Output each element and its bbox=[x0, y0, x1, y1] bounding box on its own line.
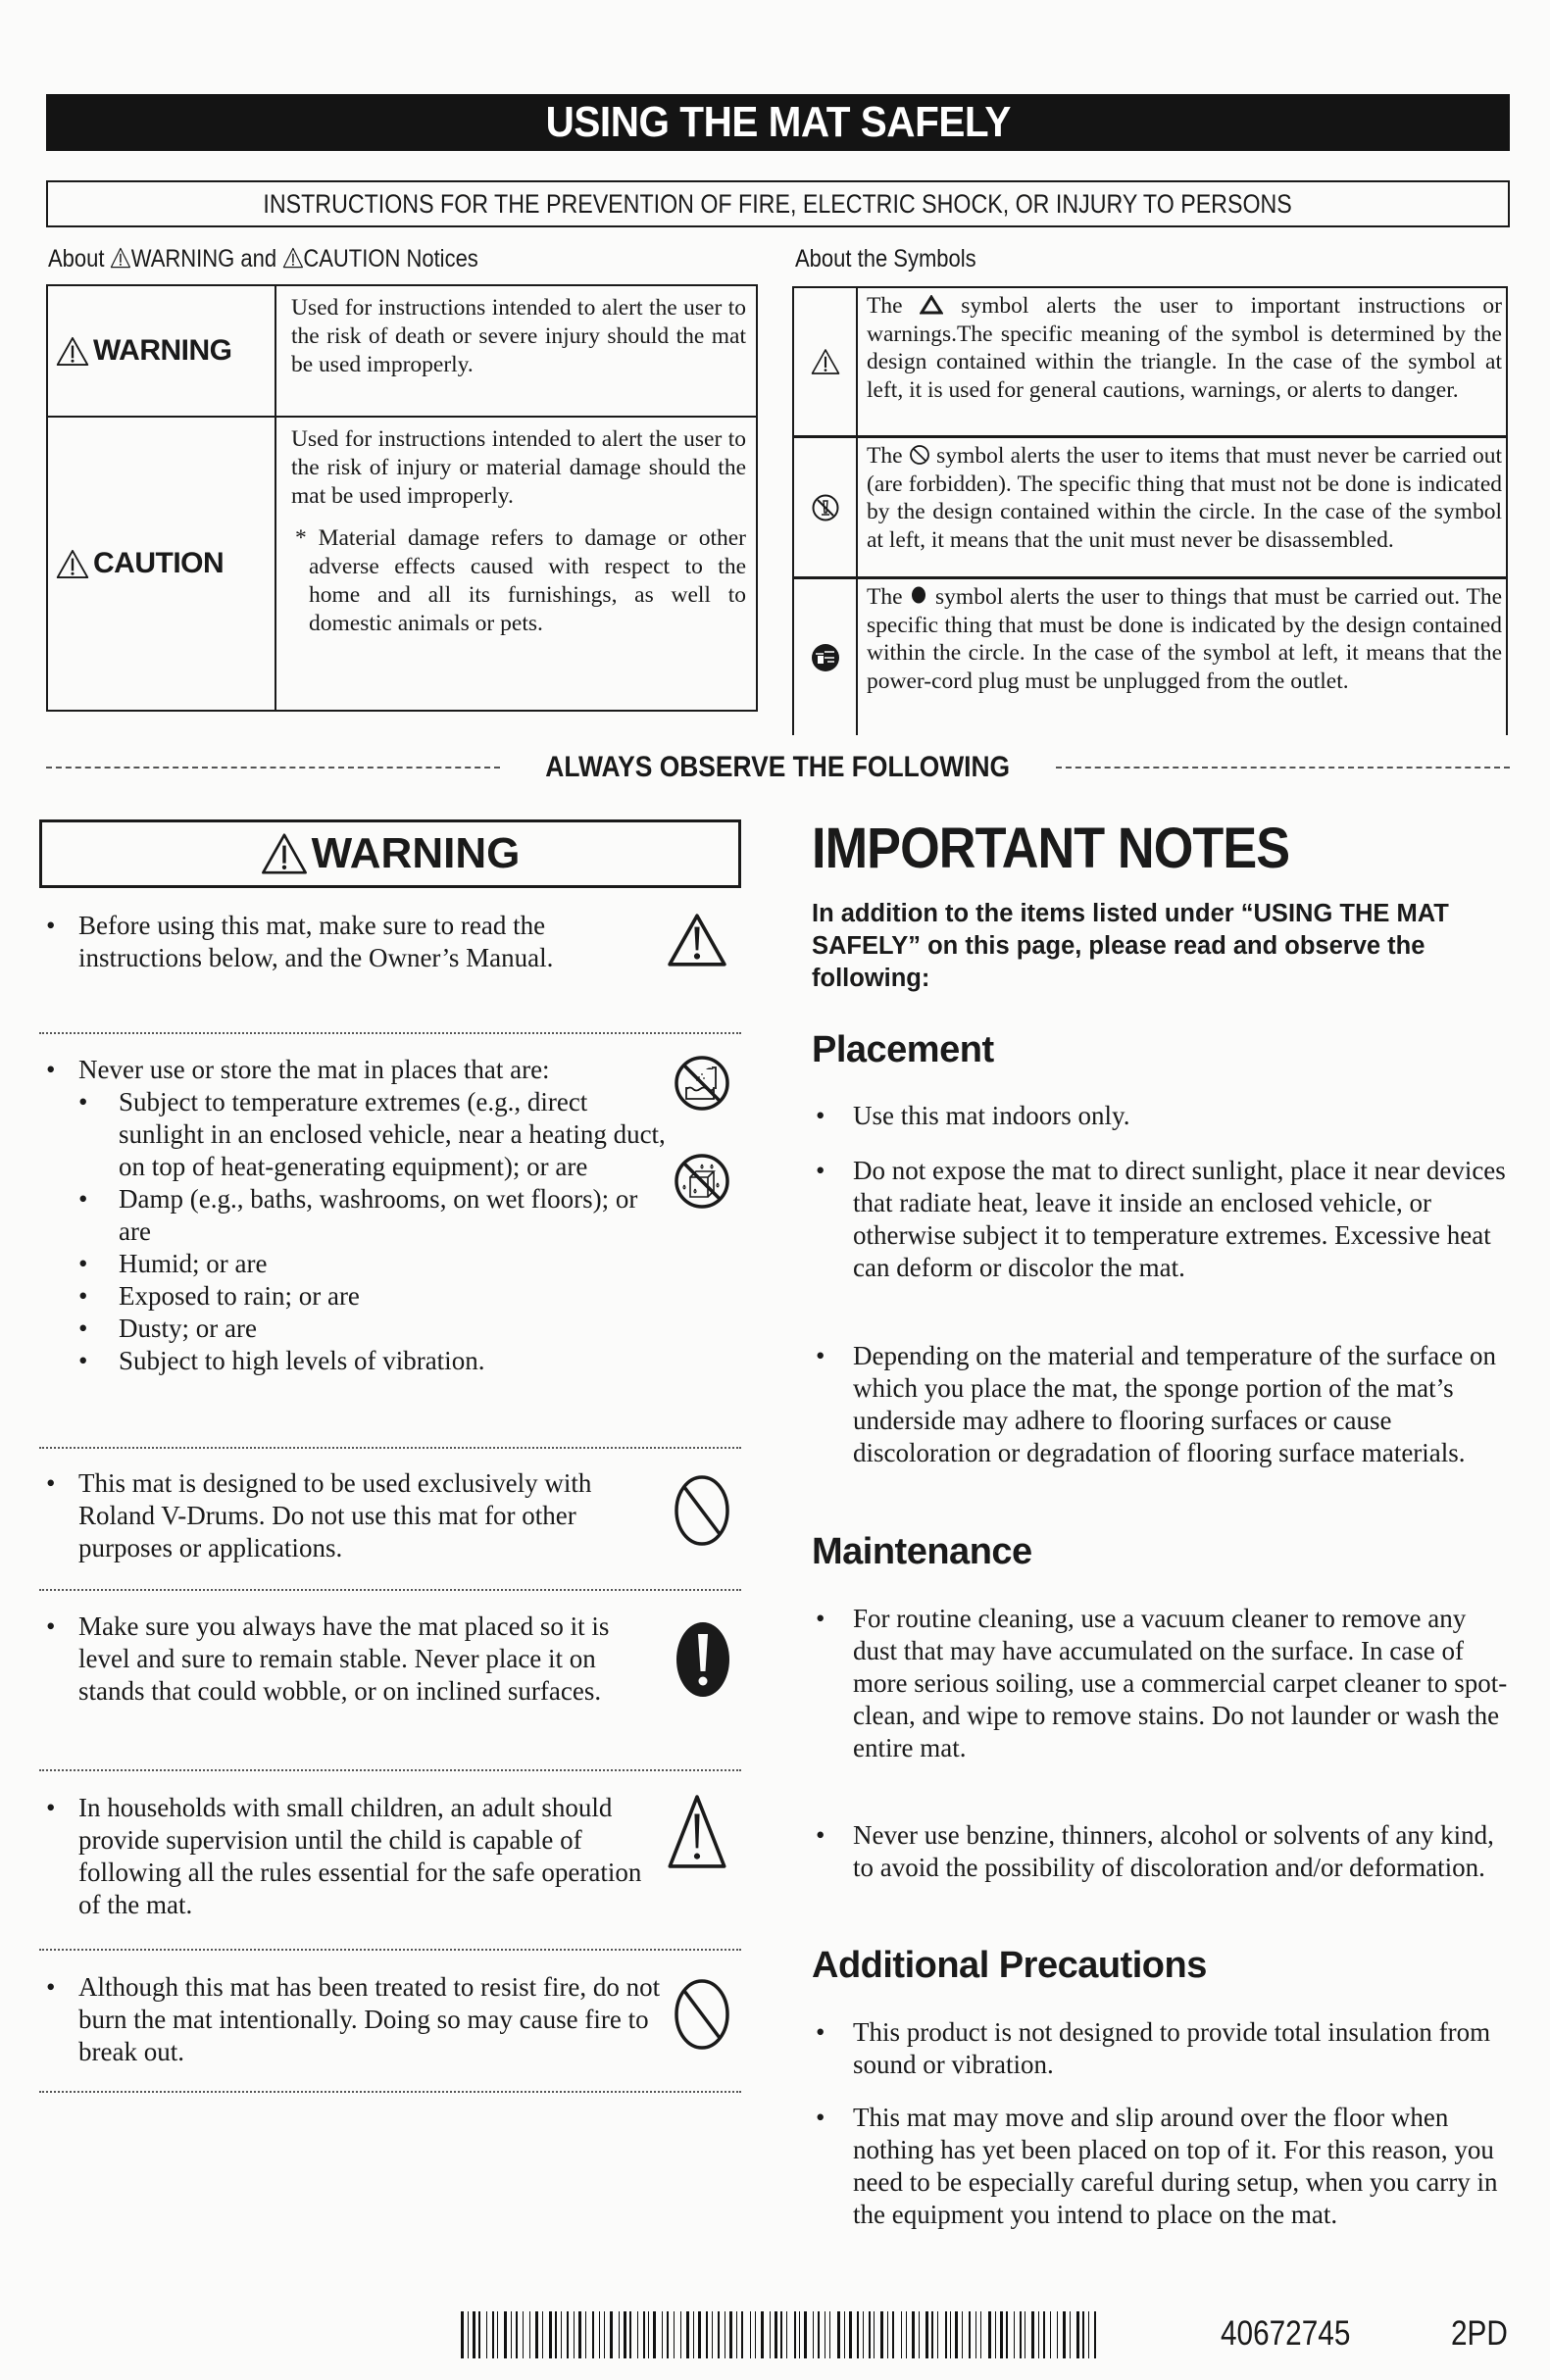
note-item: • This product is not designed to provide total insulation from sound or vibration. bbox=[853, 2016, 1515, 2081]
barcode-bar bbox=[610, 2311, 613, 2358]
dotted-divider bbox=[39, 1589, 741, 1591]
warning-triangle-icon bbox=[667, 1794, 727, 1870]
warning-triangle-icon bbox=[56, 549, 89, 579]
warning-triangle-icon bbox=[667, 912, 727, 968]
barcode-bar bbox=[473, 2311, 475, 2358]
barcode-bar bbox=[786, 2311, 787, 2358]
barcode-bar bbox=[837, 2311, 840, 2358]
barcode-bar bbox=[478, 2311, 480, 2358]
barcode-bar bbox=[574, 2311, 575, 2358]
section-heading-maintenance: Maintenance bbox=[812, 1531, 1032, 1572]
barcode-bar bbox=[1038, 2311, 1039, 2358]
barcode-bar bbox=[718, 2311, 720, 2358]
warning-item-text: • Never use or store the mat in places that are: bbox=[78, 1055, 550, 1084]
warning-item-text: • Make sure you always have the mat placed so it is level and sure to remain stable. Never place it on stands that could wobble, or on inclined surfaces. bbox=[78, 1611, 667, 1708]
warning-item-text: • In households with small children, an adult should provide supervision until the child is capable of following all the rules essential for the safe operation of the mat. bbox=[78, 1792, 667, 1921]
warning-item bbox=[39, 1792, 741, 1929]
barcode-bar bbox=[1043, 2311, 1045, 2358]
page-subtitle: INSTRUCTIONS FOR THE PREVENTION OF FIRE, ELECTRIC SHOCK, OR INJURY TO PERSONS bbox=[263, 188, 1293, 219]
barcode-bar bbox=[468, 2311, 469, 2358]
section-heading-placement: Placement bbox=[812, 1029, 994, 1070]
prohibition-icon bbox=[673, 1471, 731, 1550]
barcode-bar bbox=[578, 2311, 581, 2358]
barcode-bar bbox=[549, 2311, 552, 2358]
unplug-power-cord-icon bbox=[810, 642, 841, 673]
barcode-bar bbox=[804, 2311, 807, 2358]
barcode-bar bbox=[874, 2311, 875, 2358]
barcode-bar bbox=[561, 2311, 562, 2358]
warning-sublist bbox=[78, 1086, 667, 1377]
barcode-bar bbox=[461, 2311, 464, 2358]
barcode-bar bbox=[901, 2311, 902, 2358]
barcode-bar bbox=[511, 2311, 512, 2358]
barcode-bar bbox=[1063, 2311, 1066, 2358]
barcode-bar bbox=[1082, 2311, 1084, 2358]
barcode-bar bbox=[1088, 2311, 1089, 2358]
barcode-bar bbox=[504, 2311, 507, 2358]
barcode-bar bbox=[567, 2311, 569, 2358]
barcode-bar bbox=[750, 2311, 751, 2358]
notices-table bbox=[46, 284, 758, 712]
warning-item bbox=[39, 1054, 741, 1416]
prohibition-icon bbox=[673, 1975, 731, 2054]
barcode-bar bbox=[637, 2311, 638, 2358]
barcode-bar bbox=[599, 2311, 600, 2358]
symbol-text-after: symbol alerts the user to items that must never be carried out (are forbidden). The specific thing that must not be done is indicated by the design contained within the circle. In the case of the symbol at left, it means that the unit must never be disassembled. bbox=[867, 443, 1503, 553]
dotted-divider bbox=[39, 1949, 741, 1951]
barcode-bar bbox=[1076, 2311, 1079, 2358]
warning-triangle-icon bbox=[56, 336, 89, 367]
warning-subitem: • Dusty; or are bbox=[78, 1313, 667, 1345]
barcode-bar bbox=[523, 2311, 524, 2358]
page-title: USING THE MAT SAFELY bbox=[545, 98, 1011, 146]
notice-text-caution-wrap bbox=[291, 425, 746, 638]
label-warning: WARNING bbox=[130, 245, 235, 273]
barcode-bar bbox=[535, 2311, 538, 2358]
symbol-text-before: The bbox=[867, 293, 903, 319]
barcode-bar bbox=[988, 2311, 991, 2358]
symbol-icon-cell bbox=[794, 288, 858, 435]
warning-triangle-icon bbox=[811, 348, 840, 375]
barcode-bar bbox=[492, 2311, 494, 2358]
warning-item-text-wrap bbox=[78, 1054, 667, 1377]
barcode-bar bbox=[542, 2311, 543, 2358]
barcode-bar bbox=[497, 2311, 498, 2358]
warning-triangle-icon bbox=[261, 832, 308, 875]
barcode-bar bbox=[780, 2311, 782, 2358]
barcode-bar bbox=[648, 2311, 649, 2358]
warning-item bbox=[39, 1971, 741, 2079]
warning-triangle-icon bbox=[111, 247, 131, 269]
barcode-bar bbox=[674, 2311, 675, 2358]
barcode-bar bbox=[912, 2311, 915, 2358]
notice-note-caution: * Material damage refers to damage or other adverse effects caused with respect to the home and all its furnishings, as well to domestic animals or pets. bbox=[295, 525, 746, 636]
barcode-bar bbox=[712, 2311, 713, 2358]
barcode-bar bbox=[729, 2311, 732, 2358]
barcode-bar bbox=[980, 2311, 981, 2358]
barcode-bar bbox=[736, 2311, 737, 2358]
barcode-bar bbox=[592, 2311, 594, 2358]
barcode-bar bbox=[962, 2311, 963, 2358]
always-observe-divider bbox=[46, 748, 1510, 787]
barcode-bar bbox=[653, 2311, 656, 2358]
important-notes-intro: In addition to the items listed under “USING THE MAT SAFELY” on this page, please read and observe the following: bbox=[812, 900, 1449, 992]
barcode-bar bbox=[969, 2311, 971, 2358]
barcode-bar bbox=[555, 2311, 557, 2358]
notice-row-warning bbox=[48, 286, 756, 418]
symbol-text-before: The bbox=[867, 584, 903, 610]
notice-label-text: WARNING bbox=[93, 334, 232, 367]
symbol-text-prohibit bbox=[867, 442, 1502, 554]
barcode-bar bbox=[1000, 2311, 1003, 2358]
dotted-divider bbox=[39, 2091, 741, 2093]
symbol-icon-cell bbox=[794, 438, 858, 576]
symbol-text-before: The bbox=[867, 443, 903, 469]
barcode-bar bbox=[829, 2311, 830, 2358]
barcode-bar bbox=[937, 2311, 938, 2358]
warning-subitem: • Exposed to rain; or are bbox=[78, 1280, 667, 1313]
barcode-bar bbox=[629, 2311, 631, 2358]
symbols-table bbox=[792, 286, 1508, 735]
barcode-bar bbox=[624, 2311, 626, 2358]
warning-item-text: • Before using this mat, make sure to read the instructions below, and the Owner’s Manual. bbox=[78, 910, 667, 974]
barcode-bar bbox=[869, 2311, 871, 2358]
barcode-bar bbox=[1050, 2311, 1051, 2358]
barcode-bar bbox=[844, 2311, 845, 2358]
notice-label-text: CAUTION bbox=[93, 547, 225, 579]
symbol-row-prohibit bbox=[794, 438, 1506, 579]
notice-label-caution bbox=[48, 418, 276, 710]
notice-row-caution bbox=[48, 418, 756, 710]
warning-item bbox=[39, 910, 741, 1008]
label-notices: Notices bbox=[406, 245, 478, 273]
barcode-bar bbox=[931, 2311, 933, 2358]
barcode-bar bbox=[686, 2311, 689, 2358]
barcode-bar bbox=[794, 2311, 796, 2358]
barcode-bar bbox=[662, 2311, 663, 2358]
barcode-bar bbox=[799, 2311, 800, 2358]
barcode-bar bbox=[1070, 2311, 1071, 2358]
barcode-bar bbox=[486, 2311, 487, 2358]
barcode-bar bbox=[863, 2311, 864, 2358]
barcode-bar bbox=[680, 2311, 681, 2358]
warning-heading-box bbox=[39, 819, 741, 888]
warning-subitem: • Humid; or are bbox=[78, 1248, 667, 1280]
note-item: • This mat may move and slip around over the floor when nothing has yet been placed on top of it. For this reason, you need to be especially careful during setup, when you carry in the equipment you intend to place on the mat. bbox=[853, 2102, 1515, 2231]
notices-label bbox=[48, 245, 478, 273]
warning-item-text: • This mat is designed to be used exclusively with Roland V-Drums. Do not use this mat for other purposes or applications. bbox=[78, 1467, 667, 1564]
warning-subitem: • Subject to temperature extremes (e.g., direct sunlight in an enclosed vehicle, near a heating duct, on top of heat-generating equipment); or are bbox=[78, 1086, 667, 1183]
title-bar bbox=[46, 94, 1510, 151]
barcode-bar bbox=[919, 2311, 920, 2358]
warning-item-text: • Although this mat has been treated to resist fire, do not burn the mat intentionally. Doing so may cause fire to break out. bbox=[78, 1971, 667, 2068]
warning-triangle-icon bbox=[282, 247, 303, 269]
do-not-disassemble-icon bbox=[811, 493, 840, 522]
barcode-bar bbox=[880, 2311, 883, 2358]
barcode-bar bbox=[529, 2311, 530, 2358]
label-about: About bbox=[48, 245, 105, 273]
symbol-text-after: symbol alerts the user to important instructions or warnings.The specific meaning of the symbol is determined by the design contained within the triangle. In the case of the symbol at left, it is used for general cautions, warnings, or alerts to danger. bbox=[867, 293, 1502, 403]
barcode-bar bbox=[741, 2311, 743, 2358]
barcode-bar bbox=[1014, 2311, 1015, 2358]
barcode-bar bbox=[857, 2311, 859, 2358]
notice-text-warning: Used for instructions intended to alert the user to the risk of death or severe injury should the mat be used improperly. bbox=[291, 295, 746, 377]
barcode-bar bbox=[925, 2311, 928, 2358]
symbol-text-after: symbol alerts the user to things that must be carried out. The specific thing that must be done is indicated by the design contained within the circle. In the case of the symbol at left, it means that the power-cord plug must be unplugged from the outlet. bbox=[867, 584, 1503, 694]
part-number: 40672745 bbox=[1221, 2314, 1351, 2353]
barcode-bar bbox=[761, 2311, 764, 2358]
symbol-icon-cell bbox=[794, 579, 858, 735]
barcode-bar bbox=[1094, 2311, 1096, 2358]
symbol-text-triangle bbox=[867, 292, 1502, 404]
warning-subitem: • Damp (e.g., baths, washrooms, on wet floors); or are bbox=[78, 1183, 667, 1248]
barcode-bar bbox=[643, 2311, 645, 2358]
barcode-bar bbox=[619, 2311, 620, 2358]
barcode-bar bbox=[1031, 2311, 1034, 2358]
barcode-bar bbox=[1057, 2311, 1058, 2358]
dotted-divider bbox=[39, 1032, 741, 1034]
barcode-bar bbox=[892, 2311, 894, 2358]
dotted-divider bbox=[39, 1769, 741, 1771]
note-item: • For routine cleaning, use a vacuum cleaner to remove any dust that may have accumulated on the surface. In case of more serious soiling, use a commercial carpet cleaner to spot-clean, and wipe to remove stains. Do not launder or wash the entire mat. bbox=[853, 1603, 1515, 1764]
barcode-bar bbox=[995, 2311, 996, 2358]
barcode-bar bbox=[667, 2311, 669, 2358]
no-damp-icon bbox=[673, 1152, 731, 1211]
barcode-bar bbox=[906, 2311, 907, 2358]
warning-item bbox=[39, 1611, 741, 1748]
barcode-bar bbox=[818, 2311, 820, 2358]
mandatory-exclamation-icon bbox=[675, 1620, 731, 1699]
notice-text-caution: Used for instructions intended to alert the user to the risk of injury or material damage should the mat be used improperly. bbox=[291, 426, 746, 509]
dotted-divider bbox=[39, 1447, 741, 1449]
barcode-bar bbox=[887, 2311, 888, 2358]
triangle-icon bbox=[920, 295, 943, 315]
barcode-bar bbox=[585, 2311, 586, 2358]
barcode-bar bbox=[955, 2311, 958, 2358]
barcode-bar bbox=[698, 2311, 701, 2358]
warning-subitem: • Subject to high levels of vibration. bbox=[78, 1345, 667, 1377]
barcode-bar bbox=[813, 2311, 814, 2358]
barcode-bar bbox=[770, 2311, 771, 2358]
filled-circle-icon bbox=[909, 584, 928, 606]
dotted-rule bbox=[1056, 767, 1510, 769]
barcode-bar bbox=[693, 2311, 694, 2358]
barcode-bar bbox=[945, 2311, 947, 2358]
note-item: • Do not expose the mat to direct sunlight, place it near devices that radiate heat, leave it inside an enclosed vehicle, or otherwise subject it to temperature extremes. Excessive heat can deform or discolor the mat. bbox=[853, 1155, 1515, 1284]
barcode-bar bbox=[950, 2311, 951, 2358]
notice-label-warning bbox=[48, 286, 276, 416]
barcode-bar bbox=[1006, 2311, 1008, 2358]
barcode-bar bbox=[1020, 2311, 1022, 2358]
no-water-icon bbox=[673, 1054, 731, 1113]
always-observe-heading: ALWAYS OBSERVE THE FOLLOWING bbox=[545, 751, 1011, 783]
dotted-rule bbox=[46, 767, 500, 769]
note-item: • Use this mat indoors only. bbox=[853, 1100, 1515, 1132]
symbols-label: About the Symbols bbox=[795, 245, 976, 273]
symbol-text-mandatory bbox=[867, 583, 1502, 695]
note-item: • Never use benzine, thinners, alcohol or solvents of any kind, to avoid the possibility of discoloration and/or deformation. bbox=[853, 1819, 1515, 1884]
page-code: 2PD bbox=[1451, 2314, 1508, 2353]
barcode bbox=[461, 2311, 1100, 2358]
barcode-bar bbox=[755, 2311, 756, 2358]
barcode-bar bbox=[706, 2311, 708, 2358]
warning-heading: WARNING bbox=[311, 829, 521, 877]
note-item: • Depending on the material and temperature of the surface on which you place the mat, the sponge portion of the mat’s underside may adhere to flooring surfaces or cause discoloration or degradation of flooring surface materials. bbox=[853, 1340, 1515, 1469]
barcode-bar bbox=[849, 2311, 852, 2358]
prohibition-circle-icon bbox=[909, 444, 930, 466]
barcode-bar bbox=[516, 2311, 518, 2358]
important-notes-title: IMPORTANT NOTES bbox=[812, 817, 1290, 880]
section-heading-additional-precautions: Additional Precautions bbox=[812, 1945, 1207, 1986]
label-caution: CAUTION bbox=[303, 245, 401, 273]
barcode-bar bbox=[604, 2311, 605, 2358]
subtitle-box bbox=[46, 180, 1510, 227]
label-and: and bbox=[240, 245, 277, 273]
symbol-row-mandatory bbox=[794, 579, 1506, 735]
symbol-row-triangle bbox=[794, 288, 1506, 438]
barcode-bar bbox=[775, 2311, 777, 2358]
barcode-bar bbox=[975, 2311, 976, 2358]
warning-item bbox=[39, 1467, 741, 1575]
